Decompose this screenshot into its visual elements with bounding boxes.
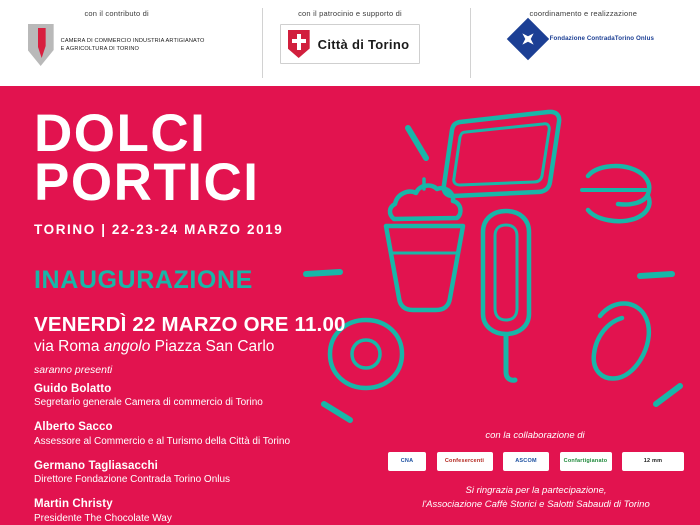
sponsor-cell-contributo [0, 0, 233, 86]
sponsor-cell-coordinamento [467, 0, 700, 86]
fondazione-contrada-torino-logo [513, 24, 654, 54]
ice-cream-cup-icon [386, 179, 463, 310]
attendee-name: Alberto Sacco [34, 421, 113, 434]
location-part-italic: angolo [103, 338, 151, 355]
attendee-name: Martin Christy [34, 498, 113, 511]
collab-logo-confesercenti: Confesercenti [437, 452, 493, 471]
collaboration-label: con la collaborazione di [485, 430, 585, 441]
list-item [34, 382, 334, 409]
citta-di-torino-logo-text: Città di Torino [317, 36, 410, 52]
attendee-name: Germano Tagliasacchi [34, 459, 158, 472]
location-part-2: Piazza San Carlo [150, 338, 275, 355]
fondazione-compass-icon [506, 18, 548, 60]
poster-subtitle: TORINO | 22-23-24 MARZO 2019 [34, 221, 284, 237]
sponsor-divider [262, 8, 263, 78]
event-datetime: VENERDÌ 22 MARZO ORE 11.00 [34, 313, 346, 336]
attendee-name: Guido Bolatto [34, 383, 112, 395]
collab-logo-12mm: 12 mm [622, 452, 684, 471]
list-item [34, 459, 334, 486]
attendee-role: Assessore al Commercio e al Turismo della Città di Torino [34, 435, 291, 447]
title-block [34, 104, 324, 237]
thanks-line-2: l'Associazione Caffè Storici e Salotti Sabaudi di Torino [422, 498, 650, 510]
event-location [34, 338, 274, 356]
loaf-icon [582, 166, 649, 221]
sponsor-caption: con il patrocinio e supporto di [298, 9, 402, 18]
sponsor-caption: con il contributo di [84, 9, 149, 18]
location-part-1: via Roma [34, 338, 104, 355]
sponsor-bar [0, 0, 700, 86]
attendee-role: Segretario generale Camera di commercio di Torino [34, 397, 263, 409]
fondazione-logo-text: Fondazione ContradaTorino Onlus [549, 35, 655, 43]
pretzel-icon [594, 303, 649, 378]
inauguration-heading: INAUGURAZIONE [34, 266, 253, 294]
camera-di-commercio-logo [28, 24, 206, 66]
torino-shield-icon [288, 30, 310, 58]
sweets-illustration [300, 86, 700, 426]
poster-title-line-2: PORTICI [34, 152, 260, 212]
list-item [34, 497, 334, 524]
collab-logo-ascom: ASCOM [503, 452, 549, 471]
attendee-role: Direttore Fondazione Contrada Torino Onlus [34, 474, 231, 486]
tray-icon [444, 112, 559, 196]
attendee-role: Presidente The Chocolate Way [34, 512, 172, 524]
attendees-list [34, 382, 334, 525]
thanks-note [388, 484, 684, 512]
sponsor-caption: coordinamento e realizzazione [529, 9, 638, 18]
sponsor-divider [470, 8, 471, 78]
collab-logo-cna: CNA [388, 452, 426, 471]
list-item [34, 420, 334, 447]
collab-logo-confartigianato: Confartigianato [560, 452, 612, 471]
poster-title-line-1: DOLCI [34, 104, 207, 163]
sponsor-cell-patrocinio [233, 0, 466, 86]
thanks-line-1: Si ringrazia per la partecipazione, [465, 485, 607, 496]
citta-di-torino-logo [280, 24, 421, 64]
camera-di-commercio-mark-icon [28, 24, 54, 66]
popsicle-icon [483, 211, 529, 380]
attendees-label: saranno presenti [34, 364, 113, 376]
collaboration-logos [388, 450, 684, 472]
camera-di-commercio-logo-text: CAMERA DI COMMERCIO INDUSTRIA ARTIGIANATO E AGRICOLTURA DI TORINO [60, 37, 205, 52]
